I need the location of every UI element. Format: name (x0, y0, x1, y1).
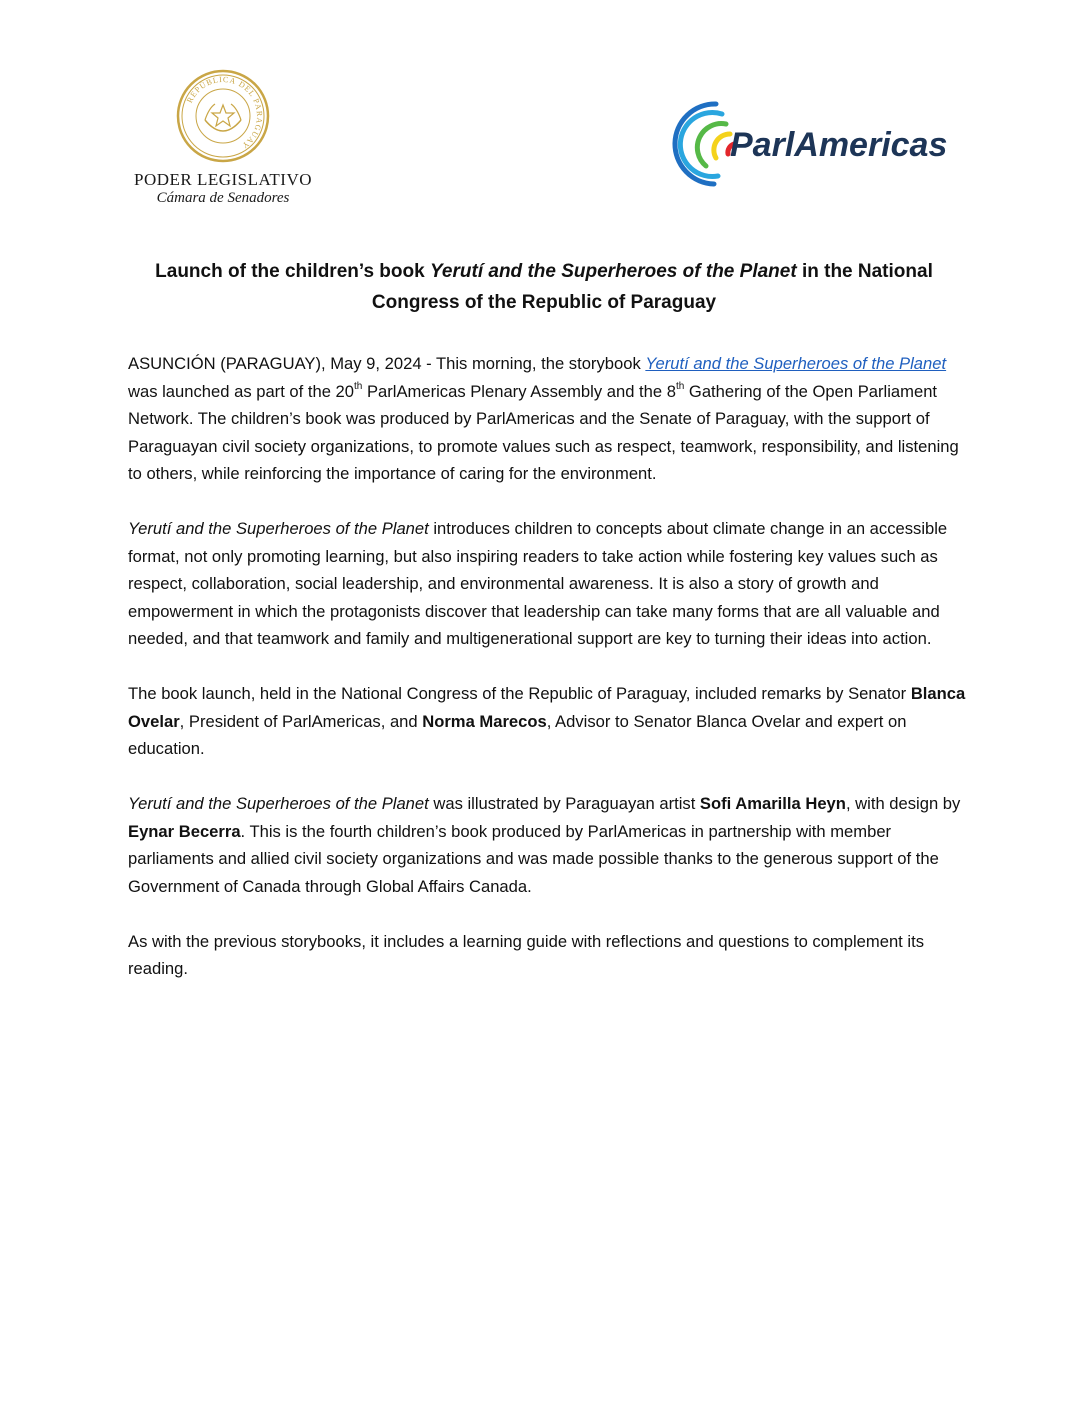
svg-text:REPÚBLICA DEL PARAGUAY (185, 75, 264, 151)
parlamericas-logo (666, 98, 966, 190)
p4-text: , with design by (845, 794, 961, 813)
parlamericas-arcs-icon (675, 104, 734, 184)
title-book-name: Yerutí and the Superheroes of the Planet (429, 261, 797, 282)
p4-name: Sofi Amarilla Heyn (699, 794, 846, 813)
p3-text: , Advisor to Senator Blanca Ovelar and expert on education. (128, 711, 907, 758)
p3-text: The book launch, held in the National Congress of the Republic of Paraguay, included remarks by Senator (128, 684, 911, 703)
parlamericas-wordmark: ParlAmericas (730, 126, 948, 164)
paragraph-1 (128, 350, 968, 488)
title-part1: Launch of the children’s book (155, 261, 430, 282)
p4-book-name: Yerutí and the Superheroes of the Planet (128, 794, 429, 813)
page-title (128, 256, 960, 318)
p2-text: introduces children to concepts about climate change in an accessible format, not only promoting learning, but also inspiring readers to take action while fostering key values such as respect, collaboration, social leadership, and environmental awareness. It is also a story of growth and empowerment in which the protagonists discover that leadership can take many forms that are all valuable and needed, and that teamwork and family and multigenerational support are key to turning their ideas into action. (128, 519, 948, 648)
p4-text: was illustrated by Paraguayan artist (428, 794, 700, 813)
p1-ordinal: th (354, 380, 363, 392)
storybook-link[interactable]: Yerutí and the Superheroes of the Planet (645, 354, 947, 373)
p1-text: ASUNCIÓN (PARAGUAY), May 9, 2024 - This morning, the storybook (128, 354, 646, 373)
p1-text: Gathering of the Open Parliament Network. The children’s book was produced by ParlAmericas and the Senate of Paraguay, with the support of Paraguayan civil society organizations, to promote values such as respect, teamwork, responsibility, and listening to others, while reinforcing the importance of caring for the environment. (128, 381, 959, 483)
p1-ordinal: th (675, 380, 685, 392)
paragraph-5 (128, 928, 968, 983)
senate-logo (128, 68, 318, 207)
article-body (128, 350, 968, 1010)
senate-line1: PODER LEGISLATIVO (133, 170, 313, 189)
p4-name: Eynar Becerra (128, 821, 241, 841)
paragraph-3 (128, 680, 968, 763)
p3-name: Blanca Ovelar (128, 684, 966, 731)
senate-line2: Cámara de Senadores (156, 190, 290, 206)
senate-seal-icon (175, 68, 271, 164)
p1-text: ParlAmericas Plenary Assembly and the 8 (362, 381, 676, 401)
title-part2: in the National Congress of the Republic of Paraguay (371, 261, 933, 313)
p3-text: , President of ParlAmericas, and (179, 711, 423, 731)
paragraph-2 (128, 515, 968, 653)
seal-ring-text: REPÚBLICA DEL PARAGUAY (184, 74, 265, 151)
p2-book-name: Yerutí and the Superheroes of the Planet (128, 519, 429, 538)
paragraph-4 (128, 790, 968, 900)
p5-text: As with the previous storybooks, it includes a learning guide with reflections and questions to complement its reading. (128, 931, 924, 978)
p1-text: was launched as part of the 20 (128, 381, 355, 401)
p4-text: . This is the fourth children’s book produced by ParlAmericas in partnership with member parliaments and allied civil society organizations and was made possible thanks to the generous support of the Government of Canada through Global Affairs Canada. (128, 821, 939, 896)
p3-name: Norma Marecos (422, 711, 547, 731)
